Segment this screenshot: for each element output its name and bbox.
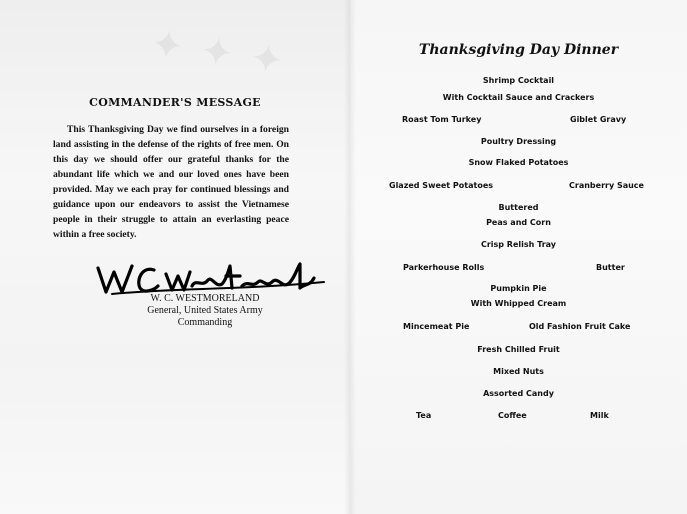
signature-stroke-w [98, 266, 132, 292]
commanders-message-body: This Thanksgiving Day we find ourselves in a foreign land assisting in the defense of the rights of free men. On this day we should offer our grateful thanks for the abundant life which we and our loved ones have been provided. May we each pray for continued blessings and guidance upon our endeavors to assist the Vietnamese people in their struggle to attain an everlasting peace within a free society. [53, 124, 289, 240]
menu-item-potatoes: Snow Flaked Potatoes [468, 158, 569, 167]
menu-item-fruit-cake: Old Fashion Fruit Cake [529, 322, 631, 331]
signature-block [135, 293, 275, 329]
menu-item-cranberry: Cranberry Sauce [569, 181, 644, 190]
signature-stroke-w2 [166, 272, 190, 290]
menu-item-milk: Milk [590, 411, 609, 420]
signer-name: W. C. WESTMORELAND [150, 293, 260, 304]
signature [92, 258, 332, 298]
menu-item-tea: Tea [416, 411, 432, 420]
menu-title: Thanksgiving Day Dinner [418, 42, 619, 58]
menu-item-sweet-potatoes: Glazed Sweet Potatoes [389, 181, 494, 190]
menu-item-peas-corn: Peas and Corn [486, 218, 551, 227]
menu-item-shrimp-sauce: With Cocktail Sauce and Crackers [442, 93, 595, 102]
menu-item-pumpkin: Pumpkin Pie [490, 284, 547, 293]
menu-item-chilled-fruit: Fresh Chilled Fruit [477, 345, 560, 354]
menu-item-candy: Assorted Candy [483, 389, 554, 398]
signer-title: General, United States Army [147, 305, 263, 316]
signature-stroke-middle [192, 266, 240, 288]
menu-item-whipped: With Whipped Cream [470, 299, 567, 308]
signature-stroke-c [139, 269, 158, 291]
menu-item-nuts: Mixed Nuts [493, 367, 544, 376]
commanders-message-heading: COMMANDER'S MESSAGE [89, 96, 261, 109]
menu-item-butter: Butter [596, 263, 625, 272]
menu-item-mincemeat: Mincemeat Pie [403, 322, 470, 331]
menu-item-dressing: Poultry Dressing [480, 137, 557, 146]
watermark-bleed: ✦ ✦ ✦ [147, 20, 289, 86]
menu-item-shrimp: Shrimp Cocktail [482, 76, 555, 85]
menu-item-relish: Crisp Relish Tray [480, 240, 557, 249]
signer-role: Commanding [177, 317, 233, 328]
menu-item-coffee: Coffee [498, 411, 527, 420]
menu-item-buttered: Buttered [498, 203, 539, 212]
menu-item-rolls: Parkerhouse Rolls [403, 263, 485, 272]
menu-item-gravy: Giblet Gravy [570, 115, 627, 124]
menu-item-turkey: Roast Tom Turkey [402, 115, 482, 124]
